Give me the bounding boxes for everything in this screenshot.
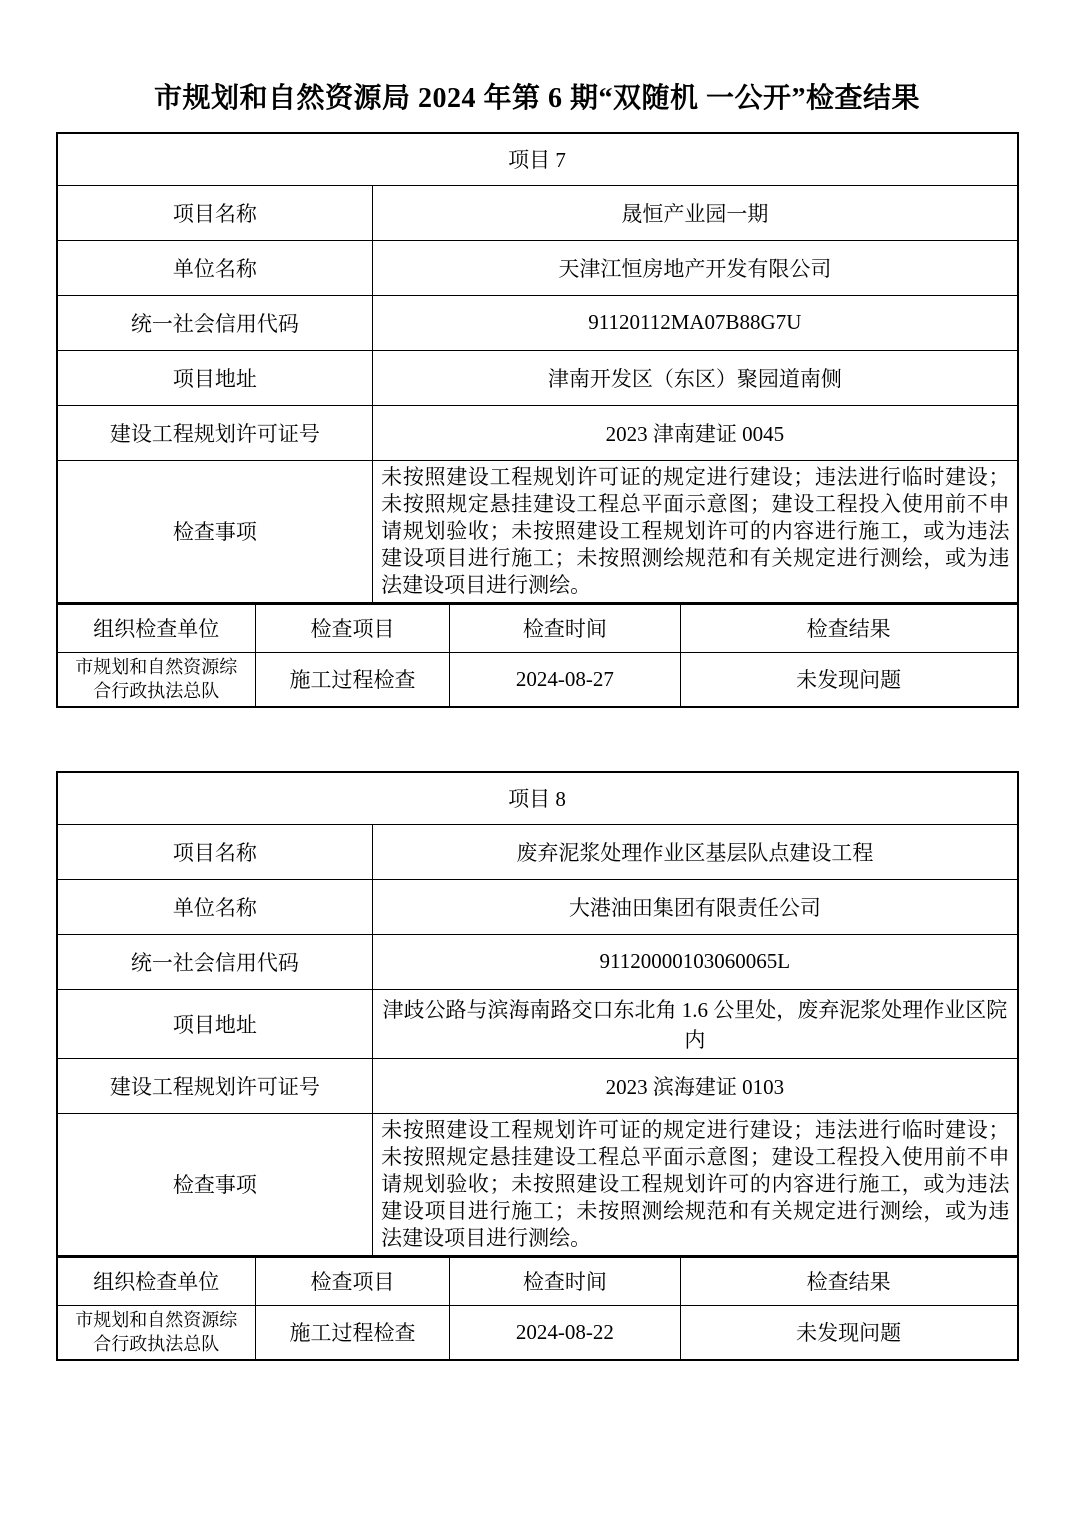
value-unit-name: 天津江恒房地产开发有限公司 [373,240,1018,295]
table-row [57,1113,1018,1256]
label-credit-code: 统一社会信用代码 [57,934,373,989]
table-row [57,879,1018,934]
table-row [57,989,1018,1058]
label-permit-no: 建设工程规划许可证号 [57,1058,373,1113]
project-7-info-table [56,132,1019,604]
value-inspection-items: 未按照建设工程规划许可证的规定进行建设；违法进行临时建设；未按照规定悬挂建设工程总平面示意图；建设工程投入使用前不申请规划验收；未按照建设工程规划许可的内容进行施工，或为违法建设项目进行施工；未按照测绘规范和有关规定进行测绘，或为违法建设项目进行测绘。 [373,1113,1018,1256]
label-inspection-result: 检查结果 [680,604,1017,652]
table-header-row [57,1257,1018,1305]
project-8-result-table [56,1257,1019,1362]
label-credit-code: 统一社会信用代码 [57,295,373,350]
value-project-name: 晟恒产业园一期 [373,185,1018,240]
value-permit-no: 2023 滨海建证 0103 [373,1058,1018,1113]
value-inspection-project: 施工过程检查 [255,652,449,707]
label-org-unit: 组织检查单位 [57,1257,256,1305]
table-header-row [57,604,1018,652]
table-row [57,185,1018,240]
value-unit-name: 大港油田集团有限责任公司 [373,879,1018,934]
table-row [57,133,1018,185]
label-inspection-time: 检查时间 [450,604,681,652]
label-project-name: 项目名称 [57,824,373,879]
table-row [57,1305,1018,1360]
label-org-unit: 组织检查单位 [57,604,256,652]
table-row [57,350,1018,405]
project-7-section [56,132,1019,708]
value-inspection-result: 未发现问题 [680,1305,1017,1360]
label-project-name: 项目名称 [57,185,373,240]
page-body [56,132,1019,1361]
label-inspection-project: 检查项目 [255,604,449,652]
value-permit-no: 2023 津南建证 0045 [373,405,1018,460]
page-title: 市规划和自然资源局 2024 年第 6 期“双随机 一公开”检查结果 [153,83,920,114]
table-row [57,824,1018,879]
value-project-name: 废弃泥浆处理作业区基层队点建设工程 [373,824,1018,879]
value-inspection-result: 未发现问题 [680,652,1017,707]
value-inspection-time: 2024-08-27 [450,652,681,707]
label-permit-no: 建设工程规划许可证号 [57,405,373,460]
value-org-unit: 市规划和自然资源综合行政执法总队 [57,1305,256,1360]
label-project-address: 项目地址 [57,989,373,1058]
value-credit-code: 91120112MA07B88G7U [373,295,1018,350]
label-inspection-project: 检查项目 [255,1257,449,1305]
table-row [57,460,1018,603]
value-credit-code: 91120000103060065L [373,934,1018,989]
value-inspection-project: 施工过程检查 [255,1305,449,1360]
label-inspection-time: 检查时间 [450,1257,681,1305]
table-row [57,295,1018,350]
project-7-result-table [56,604,1019,709]
table-row [57,405,1018,460]
table-row [57,1058,1018,1113]
value-project-address: 津南开发区（东区）聚园道南侧 [373,350,1018,405]
label-project-address: 项目地址 [57,350,373,405]
project-8-section [56,771,1019,1361]
label-inspection-items: 检查事项 [57,1113,373,1256]
table-row [57,934,1018,989]
label-inspection-items: 检查事项 [57,460,373,603]
table-row [57,240,1018,295]
value-inspection-items: 未按照建设工程规划许可证的规定进行建设；违法进行临时建设；未按照规定悬挂建设工程总平面示意图；建设工程投入使用前不申请规划验收；未按照建设工程规划许可的内容进行施工，或为违法建设项目进行施工；未按照测绘规范和有关规定进行测绘，或为违法建设项目进行测绘。 [373,460,1018,603]
project-8-info-table [56,771,1019,1257]
table-row [57,772,1018,824]
project-header: 项目 8 [57,772,1018,824]
project-header: 项目 7 [57,133,1018,185]
value-project-address: 津歧公路与滨海南路交口东北角 1.6 公里处，废弃泥浆处理作业区院内 [373,989,1018,1058]
label-inspection-result: 检查结果 [680,1257,1017,1305]
table-row [57,652,1018,707]
value-inspection-time: 2024-08-22 [450,1305,681,1360]
label-unit-name: 单位名称 [57,240,373,295]
label-unit-name: 单位名称 [57,879,373,934]
value-org-unit: 市规划和自然资源综合行政执法总队 [57,652,256,707]
